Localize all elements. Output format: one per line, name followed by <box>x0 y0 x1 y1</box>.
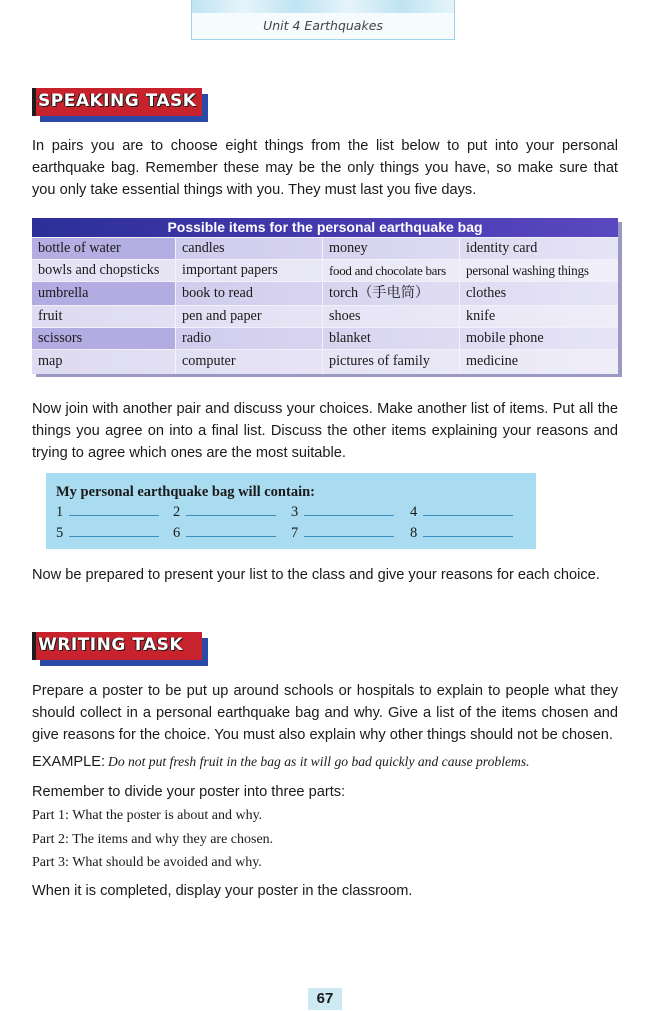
table-cell: shoes <box>322 306 459 328</box>
writing-intro: Prepare a poster to be put up around schools or hospitals to explain to people what they should collect in a personal earthquake bag and why. Give a list of the items chosen and give reasons for the choice. You must also explain why other things should not be chosen. <box>32 683 618 743</box>
water-pattern <box>192 0 454 13</box>
table-cell: knife <box>459 306 618 328</box>
bag-slot-1: 1 <box>56 504 159 521</box>
bag-slot-6: 6 <box>173 525 276 542</box>
example-label: EXAMPLE: <box>32 754 105 770</box>
writing-task-banner <box>32 632 202 660</box>
table-cell: important papers <box>175 260 322 282</box>
table-cell: blanket <box>322 328 459 350</box>
table-cell: medicine <box>459 350 618 374</box>
poster-part-2: Part 2: The items and why they are chosen. <box>32 832 274 847</box>
example-line <box>32 754 530 770</box>
table-cell: umbrella <box>32 282 175 306</box>
table-cell: mobile phone <box>459 328 618 350</box>
table-cell: candles <box>175 238 322 260</box>
table-cell: identity card <box>459 238 618 260</box>
table-cell: fruit <box>38 308 63 324</box>
answer-line <box>304 535 394 537</box>
answer-line <box>69 514 159 516</box>
discussion-instructions: Now join with another pair and discuss your choices. Make another list of items. Put all the things you agree on into a final list. Discuss the other items explaining your reasons and trying to agree which ones are the most suitable. <box>32 401 618 461</box>
table-cell: computer <box>175 350 322 374</box>
answer-line <box>423 514 513 516</box>
page-number: 67 <box>308 988 342 1010</box>
speaking-intro: In pairs you are to choose eight things from the list below to put into your personal earthquake bag. Remember these may be the only things you have, so make sure that you only take essential things with you. They must last you five days. <box>32 138 618 198</box>
table-row <box>32 327 618 350</box>
answer-line <box>186 514 276 516</box>
items-table-title: Possible items for the personal earthquake bag <box>32 218 618 237</box>
bag-slot-8: 8 <box>410 525 513 542</box>
bag-box-title: My personal earthquake bag will contain: <box>56 484 315 500</box>
speaking-task-banner <box>32 88 202 116</box>
bag-slot-2: 2 <box>173 504 276 521</box>
answer-line <box>69 535 159 537</box>
example-text: Do not put fresh fruit in the bag as it will go bad quickly and cause problems. <box>108 754 530 769</box>
table-row <box>32 349 618 374</box>
table-cell: torch（手电筒） <box>322 282 459 306</box>
table-cell: personal washing things <box>459 260 618 282</box>
speaking-task-title: SPEAKING TASK <box>38 91 197 111</box>
bag-slot-4: 4 <box>410 504 513 521</box>
bag-slot-7: 7 <box>291 525 394 542</box>
table-cell: map <box>38 353 63 369</box>
table-cell: bowls and chopsticks <box>38 262 160 278</box>
present-instructions: Now be prepared to present your list to the class and give your reasons for each choice. <box>32 567 600 583</box>
table-cell: pen and paper <box>175 306 322 328</box>
writing-task-title: WRITING TASK <box>38 635 184 655</box>
table-row <box>32 281 618 306</box>
table-row <box>32 237 618 260</box>
table-cell: radio <box>175 328 322 350</box>
remember-line: Remember to divide your poster into three parts: <box>32 784 346 800</box>
answer-line <box>423 535 513 537</box>
poster-part-1: Part 1: What the poster is about and why. <box>32 808 263 823</box>
answer-line <box>304 514 394 516</box>
items-table <box>32 218 618 373</box>
table-cell: clothes <box>459 282 618 306</box>
running-header <box>191 0 455 40</box>
table-row <box>32 259 618 282</box>
table-cell: pictures of family <box>322 350 459 374</box>
answer-line <box>186 535 276 537</box>
bag-slot-3: 3 <box>291 504 394 521</box>
table-row <box>32 305 618 328</box>
table-cell: money <box>322 238 459 260</box>
table-cell: scissors <box>32 328 175 350</box>
table-cell: book to read <box>175 282 322 306</box>
closing-instruction: When it is completed, display your poster in the classroom. <box>32 883 413 899</box>
table-cell: bottle of water <box>32 238 175 260</box>
bag-slot-5: 5 <box>56 525 159 542</box>
table-cell: food and chocolate bars <box>322 260 459 282</box>
unit-label: Unit 4 Earthquakes <box>263 18 383 33</box>
poster-part-3: Part 3: What should be avoided and why. <box>32 855 262 870</box>
bag-contents-box <box>46 473 536 549</box>
